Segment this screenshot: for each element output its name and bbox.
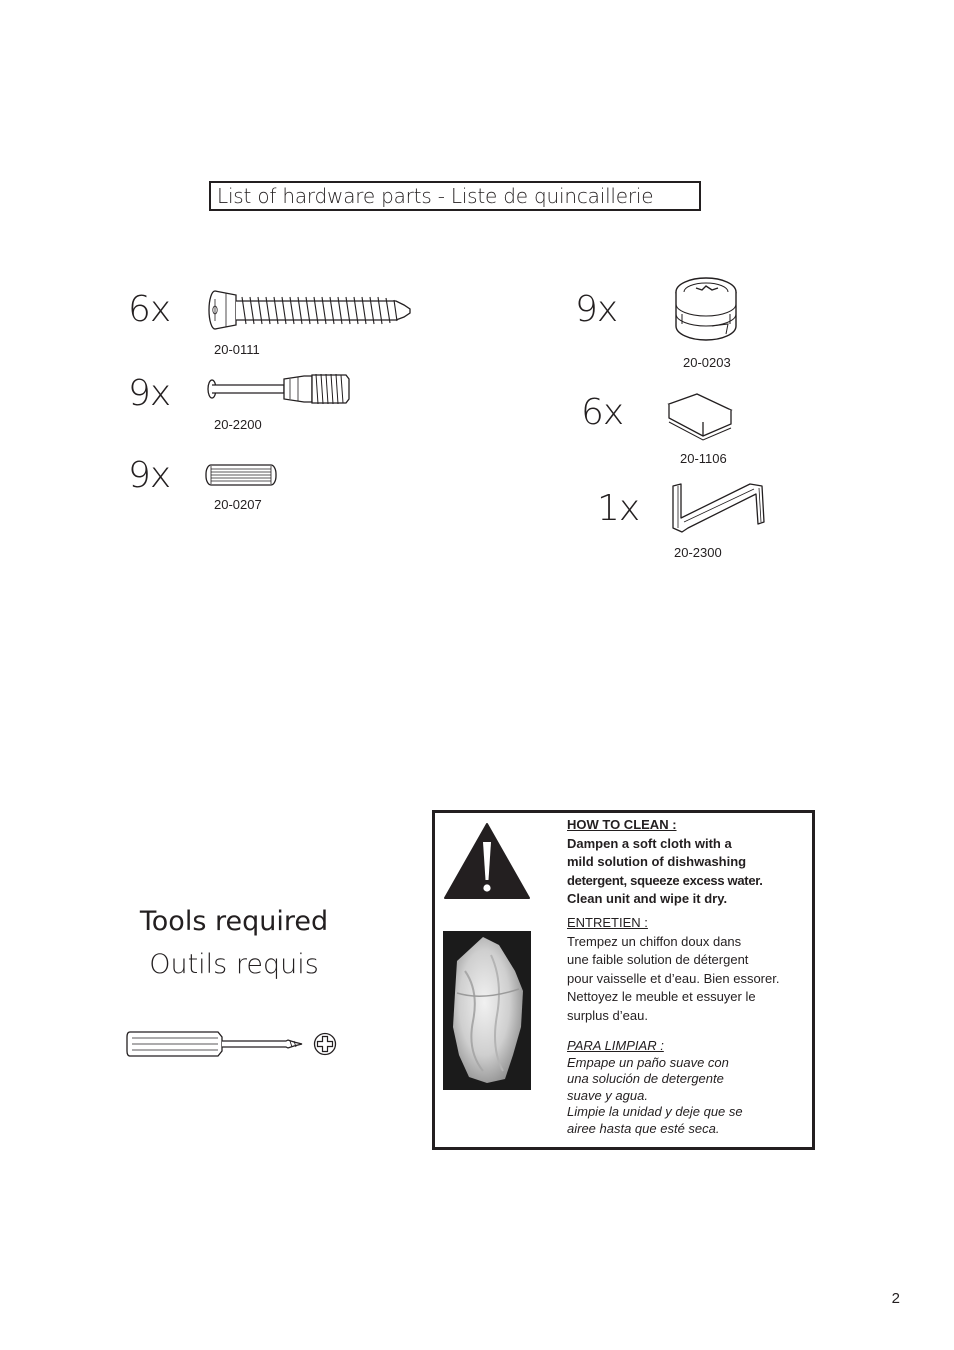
page-number: 2 — [891, 1290, 900, 1307]
care-fr-line: Nettoyez le meuble et essuyer le — [567, 989, 756, 1004]
care-en-line: Dampen a soft cloth with a — [567, 835, 732, 851]
care-fr-line: surplus d’eau. — [567, 1007, 648, 1023]
tools-title-fr: Outils requis — [149, 949, 319, 980]
warning-triangle-icon — [443, 822, 531, 900]
care-fr-line: une faible solution de détergent — [567, 952, 749, 967]
part-qty: 9x — [575, 289, 618, 330]
connector-bolt-icon — [206, 371, 354, 407]
care-fr — [567, 914, 779, 1025]
care-es-line: suave y agua. — [567, 1087, 648, 1103]
cam-lock-icon — [668, 274, 744, 344]
care-es-line: una solución de detergente — [567, 1071, 724, 1086]
tools-title-en: Tools required — [139, 906, 329, 937]
care-fr-line: Trempez un chiffon doux dans — [567, 933, 742, 949]
care-es-heading: PARA LIMPIAR : — [567, 1038, 664, 1053]
part-qty: 6x — [128, 289, 171, 330]
part-code: 20-0111 — [214, 342, 260, 357]
care-en-line: detergent, squeeze excess water. — [567, 872, 763, 888]
part-code: 20-1106 — [680, 451, 727, 466]
part-qty: 9x — [128, 455, 171, 496]
phillips-head-icon — [313, 1032, 337, 1056]
felt-pad-icon — [667, 392, 735, 444]
care-fr-line: pour vaisselle et d’eau. Bien essorer. — [567, 970, 780, 986]
care-es — [567, 1038, 743, 1137]
cam-bolt-screw-icon — [206, 289, 412, 333]
allen-key-icon — [670, 480, 770, 536]
part-code: 20-2200 — [214, 417, 262, 432]
care-es-line: Empape un paño suave con — [567, 1054, 729, 1070]
part-code: 20-0203 — [683, 355, 731, 370]
care-en-line: mild solution of dishwashing — [567, 854, 747, 869]
care-es-line: airee hasta que esté seca. — [567, 1120, 720, 1136]
care-en-heading: HOW TO CLEAN : — [567, 817, 677, 832]
screwdriver-icon — [126, 1029, 340, 1059]
care-fr-heading: ENTRETIEN : — [567, 915, 648, 930]
wooden-dowel-icon — [204, 463, 278, 487]
hardware-list-title: List of hardware parts - Liste de quincaillerie — [209, 181, 701, 211]
part-qty: 9x — [128, 373, 171, 414]
care-es-line: Limpie la unidad y deje que se — [567, 1104, 743, 1119]
care-en-line: Clean unit and wipe it dry. — [567, 891, 728, 906]
part-code: 20-0207 — [214, 497, 262, 512]
cloth-icon — [443, 931, 531, 1090]
part-qty: 1x — [597, 488, 640, 529]
part-code: 20-2300 — [674, 545, 722, 560]
tools-title — [104, 900, 364, 986]
part-qty: 6x — [581, 392, 624, 433]
care-en — [567, 816, 763, 909]
